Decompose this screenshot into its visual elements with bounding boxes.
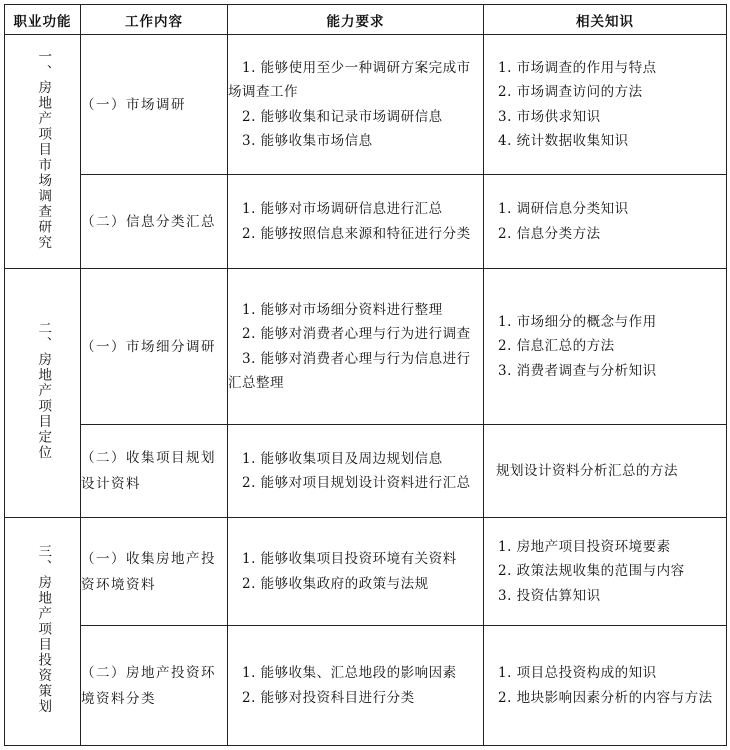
knowledge-item: 1. 市场细分的概念与作用 bbox=[498, 313, 657, 330]
knowledge-item: 1. 房地产项目投资环境要素 bbox=[498, 538, 671, 555]
competency-table bbox=[4, 4, 727, 746]
ability-item: 1. 能够收集项目投资环境有关资料 bbox=[242, 551, 457, 567]
knowledge-cell bbox=[484, 269, 727, 425]
header-function: 职业功能 bbox=[5, 5, 81, 35]
function-cell bbox=[5, 518, 81, 746]
knowledge-item: 2. 市场调查访问的方法 bbox=[498, 84, 643, 100]
ability-item: 2. 能够对项目规划设计资料进行汇总 bbox=[242, 475, 471, 491]
knowledge-item: 3. 投资估算知识 bbox=[498, 587, 601, 604]
table-row bbox=[5, 425, 727, 518]
ability-item: 2. 能够对投资科目进行分类 bbox=[242, 689, 415, 706]
knowledge-item: 2. 政策法规收集的范围与内容 bbox=[498, 563, 685, 580]
knowledge-item: 1. 市场调查的作用与特点 bbox=[498, 59, 657, 76]
table-row bbox=[5, 518, 727, 626]
work-content-cell: （二）收集项目规划设计资料 bbox=[81, 425, 228, 518]
ability-item: 3. 能够对消费者心理与行为信息进行汇总整理 bbox=[228, 350, 471, 391]
knowledge-item: 2. 信息分类方法 bbox=[498, 225, 601, 242]
ability-item: 2. 能够按照信息来源和特征进行分类 bbox=[242, 225, 471, 242]
knowledge-item: 2. 地块影响因素分析的内容与方法 bbox=[498, 689, 713, 706]
knowledge-cell bbox=[484, 518, 727, 626]
ability-item: 1. 能够收集、汇总地段的影响因素 bbox=[242, 665, 457, 681]
ability-item: 2. 能够收集和记录市场调研信息 bbox=[242, 108, 443, 125]
ability-cell bbox=[228, 626, 484, 746]
work-content-cell: （一）收集房地产投资环境资料 bbox=[81, 518, 228, 626]
knowledge-item: 规划设计资料分析汇总的方法 bbox=[496, 463, 678, 479]
function-cell bbox=[5, 35, 81, 269]
ability-item: 1. 能够对市场调研信息进行汇总 bbox=[242, 201, 443, 217]
knowledge-item: 1. 调研信息分类知识 bbox=[498, 201, 629, 217]
function-cell bbox=[5, 269, 81, 518]
knowledge-item: 3. 市场供求知识 bbox=[498, 108, 601, 125]
work-content-cell: （二）房地产投资环境资料分类 bbox=[81, 626, 228, 746]
knowledge-item: 4. 统计数据收集知识 bbox=[498, 133, 629, 149]
ability-cell bbox=[228, 269, 484, 425]
ability-item: 2. 能够收集政府的政策与法规 bbox=[242, 575, 429, 592]
knowledge-cell bbox=[484, 425, 727, 518]
ability-cell bbox=[228, 518, 484, 626]
knowledge-item: 1. 项目总投资构成的知识 bbox=[498, 665, 657, 681]
knowledge-cell bbox=[484, 175, 727, 269]
table-row bbox=[5, 175, 727, 269]
header-work-content: 工作内容 bbox=[81, 5, 228, 35]
knowledge-item: 2. 信息汇总的方法 bbox=[498, 338, 615, 355]
ability-item: 1. 能够对市场细分资料进行整理 bbox=[242, 301, 443, 318]
work-content-cell: （一）市场细分调研 bbox=[81, 269, 228, 425]
work-content-cell: （二）信息分类汇总 bbox=[81, 175, 228, 269]
ability-cell bbox=[228, 425, 484, 518]
ability-cell bbox=[228, 35, 484, 175]
function-label: 一、房地产项目市场调查研究 bbox=[35, 48, 52, 251]
table-header-row bbox=[5, 5, 727, 35]
ability-item: 3. 能够收集市场信息 bbox=[242, 133, 373, 149]
ability-cell bbox=[228, 175, 484, 269]
work-content-cell: （一）市场调研 bbox=[81, 35, 228, 175]
knowledge-cell bbox=[484, 626, 727, 746]
knowledge-item: 3. 消费者调查与分析知识 bbox=[498, 362, 657, 379]
ability-item: 1. 能够使用至少一种调研方案完成市场调查工作 bbox=[228, 59, 471, 100]
function-label: 二、房地产项目定位 bbox=[35, 321, 52, 461]
ability-item: 1. 能够收集项目及周边规划信息 bbox=[242, 450, 443, 467]
header-ability-requirements: 能力要求 bbox=[228, 5, 484, 35]
function-label: 三、房地产项目投资策划 bbox=[35, 544, 52, 715]
ability-item: 2. 能够对消费者心理与行为进行调查 bbox=[242, 326, 471, 342]
table-row bbox=[5, 269, 727, 425]
knowledge-cell bbox=[484, 35, 727, 175]
table-row bbox=[5, 626, 727, 746]
header-related-knowledge: 相关知识 bbox=[484, 5, 727, 35]
table-row bbox=[5, 35, 727, 175]
